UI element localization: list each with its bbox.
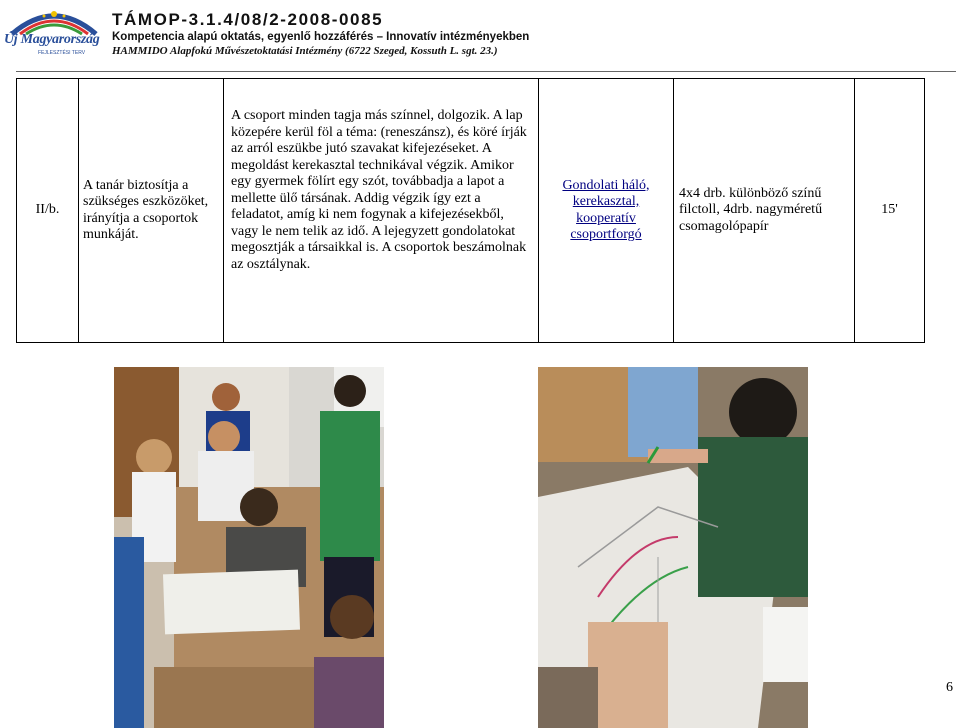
teacher-task-cell: A tanár biztosítja a szükséges eszközöket, irányítja a csoportok munkáját. <box>79 79 224 343</box>
header-divider <box>16 71 956 72</box>
logo-subtext: FEJLESZTÉSI TERV <box>38 50 86 56</box>
method-line[interactable]: kooperatív <box>576 210 636 226</box>
project-subtitle: Kompetencia alapú oktatás, egyenlő hozzáférés – Innovatív intézményekben <box>112 31 530 43</box>
classroom-photo-left <box>114 367 384 728</box>
classroom-photo-left-image <box>114 367 384 728</box>
method-line[interactable]: csoportforgó <box>570 227 642 242</box>
method-line[interactable]: kerekasztal, <box>572 194 640 209</box>
tools-cell: 4x4 drb. különböző színű filctoll, 4drb. nagyméretű csomagolópapír <box>674 79 855 343</box>
table-row <box>17 79 925 343</box>
project-title: TÁMOP-3.1.4/08/2-2008-0085 <box>112 10 384 29</box>
classroom-photo-right <box>538 367 808 728</box>
logo-text: Új Magyarország <box>4 32 100 47</box>
classroom-photo-right-image <box>538 367 808 728</box>
institution-line: HAMMIDO Alapfokú Művészetoktatási Intézmény (6722 Szeged, Kossuth L. sgt. 23.) <box>112 45 498 57</box>
method-cell <box>539 79 674 343</box>
activity-description-cell: A csoport minden tagja más színnel, dolgozik. A lap közepére kerül föl a téma: (reneszánsz), és köré írják az arról eszükbe jutó szavakat kifejezéseket. A megoldást kerekasztal technikával végzik. Amikor egy gyermek fölírt egy szót, továbbadja a lapot a mellette ülő társának. Addig végzik így ezt a feladatot, amíg ki nem fogynak a kifejezésekből, vagy le nem telik az idő. A lejegyzett gondolatokat megosztják a társaikkal is. A csoportok beszámolnak az osztálynak. <box>224 79 539 343</box>
page-number: 6 <box>946 680 953 695</box>
method-line[interactable]: Gondolati háló, <box>562 177 650 193</box>
phase-code-cell: II/b. <box>17 79 79 343</box>
time-cell: 15' <box>855 79 925 343</box>
lesson-plan-table <box>16 78 925 343</box>
